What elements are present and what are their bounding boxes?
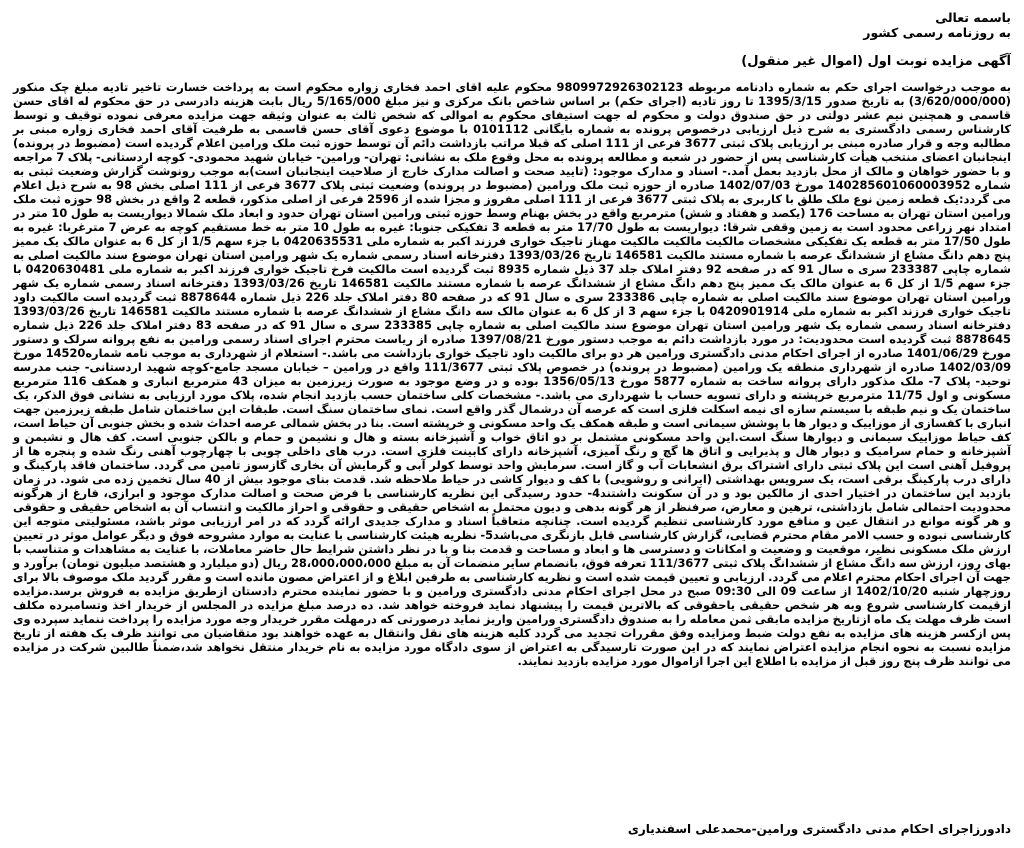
notice-title: آگهی مزایده نوبت اول (اموال غیر منقول) [741, 54, 1011, 69]
notice-body: به موجب درخواست اجرای حکم به شماره دادنامه مربوطه 9809972926302123 محکوم علیه اقای احمد فخاری زواره محکوم است به پرداخت خسارت تاخیر تادیه مبلغ چک منکور (3/620/000/000) به تاریخ صدور 1395/3/15 تا روز تادیه (اجرای حکم) بر اساس شاخص بانک مرکزی و نیز مبلغ 5/165/000 ریال بابت هزینه دادرسی در حق محکوم له اقای حسن قاسمی و همچنین نیم عشر دولتی در حق صندوق دولت و محکوم له جهت استیفای محکوم به اموالی که شخص ثالث به عنوان وثیقه جهت مزایده معرفی نموده توقیف و توسط کارشناس رسمی دادگستری به شرح ذیل ارزیابی درخصوص پرونده به شماره بایگانی 0101112 با موضوع دعوی آقای حسن قاسمی به طرفیت آقای احمد فخاری زواره مبنی بر مطالبه وجه و قرار صادره مبنی بر ارزیابی پلاک ثبتی 3677 فرعی از 111 اصلی که قبلا مراتب بازداشت دائم آن توسط حوزه ثبت ملک ورامین اعلام گردیده است (مضبوط در پرونده) اینجانبان اعضای منتخب هیأت کارشناسی پس از حضور در شعبه و مطالعه پرونده به محل وقوع ملک به نشانی: تهران- ورامین- خیابان شهید محمودی- کوچه اردستانی- پلاک 7 مراجعه و با حضور خواهان و مالک از محل بازدید بعمل آمد.- اسناد و مدارک موجود: (تایید صحت و اصالت مدارک خارج از صلاحیت اینجانبان است)به موجب رونوشت گزارش وضعیت ثبتی به شماره 140285601060003952 مورخ 1402/07/03 صادره از حوزه ثبت ملک ورامین (مضبوط در پرونده) وضعیت ثبتی پلاک 3677 فرعی از 111 اصلی بخش 98 به شرح ذیل اعلام می گردد:یک قطعه زمین نوع ملک طلق با کاربری به پلاک ثبتی 3677 فرعی از 111 اصلی مفروز و مجزا شده از 2596 فرعی از اصلی مذکور، قطعه 2 واقع در بخش 98 حوزه ثبت ملک ورامین استان تهران به مساحت 176 (یکصد و هفتاد و شش) مترمربع واقع در بخش بهنام وسط حوزه ثبتی ورامین استان تهران حدود و ابعاد ملک شمالا دیواریست به طول 10 متر در امتداد نهر زراعی محدود است به زمین وقفی شرقا: دیواریست به طول 17/70 متر به قطعه 3 تفکیکی جنوبا: غیره به طول 10 متر به خط مستقیم کوچه به عرض 7 مترغربا: غیره به طول 17/50 متر به قطعه یک تفکیکی مشخصات مالکیت مالکیت مالکیت مهناز تاجیک خواری فرزند اکبر به شماره ملی 0420635531 با جزء سهم 1/5 از کل 6 به عنوان مالک یک ممیز پنج دهم دانگ مشاع از ششدانگ عرصه با شماره مستند مالکیت 146581 تاریخ 1393/03/26 دفترخانه اسناد رسمی شماره یک شهر ورامین استان تهران موضوع سند مالکیت اصلی به شماره چاپی 233387 سری ه سال 91 که در صفحه 92 دفتر املاک جلد 37 ذیل شماره 8935 ثبت گردیده است مالکیت فرخ تاجیک خواری فرزند اکبر به شماره ملی 0420630481 با جزء سهم 1/5 از کل 6 به عنوان مالک یک ممیز پنج دهم دانگ مشاع از ششدانگ عرصه با شماره مستند مالکیت 146581 تاریخ 1393/03/26 دفترخانه اسناد رسمی شماره یک شهر ورامین استان تهران موضوع سند مالکیت اصلی به شماره چاپی 233386 سری ه سال 91 که در صفحه 80 دفتر املاک جلد 226 ذیل شماره 8878644 ثبت گردیده است مالکیت داود تاجیک خواری فرزند اکبر به شماره ملی 0420901914 با جزء سهم 3 از کل 6 به عنوان مالک سه دانگ مشاع از ششدانگ عرصه با شماره مستند مالکیت 146581 تاریخ 1393/03/26 دفترخانه اسناد رسمی شماره یک شهر ورامین استان تهران موضوع سند مالکیت اصلی به شماره چاپی 233385 سری ه سال 91 که در صفحه 83 دفتر املاک جلد 226 ذیل شماره 8878645 ثبت گردیده است محدودیت: در مورد بازداشت دائم به موجب دستور مورخ 1397/08/21 صادره از ریاست محترم اجرای اسناد رسمی ورامین به نفع پروانه سرلک و دستور مورخ 1401/06/29 صادره از اجرای احکام مدنی دادگستری ورامین هر دو برای مالکیت داود تاجیک خواری بازداشت می باشد.- استعلام از شهرداری به موجب نامه شماره14520 مورخ 1402/03/09 صادره از شهرداری منطقه یک ورامین (مضبوط در پرونده) در خصوص پلاک ثبتی 111/3677 واقع در ورامین – خیابان مسجد جامع-کوچه شهید اردستانی- جنب مدرسه توحید- پلاک 7- ملک مذکور دارای پروانه ساخت به شماره 5877 مورخ 1356/05/13 بوده و در وضع موجود به صورت زیرزمین به میزان 43 مترمربع انباری و همکف 116 مترمربع مسکونی و اول 11/75 مترمربع خرپشته و دارای تسویه حساب با شهرداری می باشد.- مشخصات کلی ساختمان حسب بازدید انجام شده، پلاک مورد ارزیابی به نشانی فوق الذکر، یک ساختمان یک و نیم طبقه با سیستم سازه ای نیمه اسکلت فلزی است که عرصه آن درشمال گذر واقع است. نمای ساختمان سنگ است. طبقات این ساختمان شامل طبقه زیرزمین جهت انباری با کفسازی از موزاییک و دیوار ها با پوشش سیمانی است و طبقه همکف یک واحد مسکونی و خرپشته است. بنا در بخش شمالی عرصه احداث شده و بخش جنوبی آن حیاط است، کف حیاط موزاییک سیمانی و دیوارها سنگ است.این واحد مسکونی مشتمل بر دو اتاق خواب و آشپزخانه بسته و هال و نشیمن و حمام و بالکن جنوبی است. کف هال و نشیمن و آشپزخانه و حمام سرامیک و دیوار هال و پذیرایی و اتاق ها گچ و رنگ آمیزی، آشپزخانه دارای کابینت فلزی است. درب های داخلی چوبی با چهارچوب آهنی رنگ شده و پنجره ها از پروفیل آهنی است این پلاک ثبتی دارای اشتراک برق انشعابات آب و گاز است. سرمایش واحد توسط کولر آبی و گرمایش آن بخاری گازسوز تامین می گردد. ساختمان فاقد پارکینگ و دارای درب پارکینگ برقی است، یک سرویس بهداشتی (ایرانی و روشویی) با کف و دیوار کاشی در حیاط ملاحظه شد. قدمت بنای موجود بیش از 40 سال تخمین زده می شود. در زمان بازدید این ساختمان در اختیار احدی از مالکین بود و در آن سکونت داشتند4- حدود رسیدگی این نظریه کارشناسی با فرض صحت و اصالت مدارک موجود و ابرازی، فارغ از هرگونه محدودیت احتمالی شامل بازداشتی، ترهین و معارض، صرفنظر از هر گونه بدهی و دیون محتمل به اشخاص حقیقی و حقوقی و احراز مالکیت و انتساب آن به اشخاص حقیقی و حقوقی و هر گونه موانع در انتقال عین و منافع مورد کارشناسی تنظیم گردیده است. چنانچه متعاقباً اسناد و مدارک جدیدی ارائه گردد که در امر ارزیابی موثر باشد، مسئولیتی متوجه این کارشناسی نبوده و حسب الامر مقام محترم قضایی، گزارش کارشناسی قابل بازنگری می‌باشد5- نظریه هیئت کارشناسی با عنایت به موارد مشروحه فوق و دیگر عوامل موثر در تعیین ارزش ملک مسکونی نظیر، موقعیت و وضعیت و امکانات و دسترسی ها و ابعاد و مساحت و قدمت بنا و با در نظر داشتن شرایط حال حاضر معاملات، با عنایت به مشاهدات و متناسب با بهای روز، ارزش سه دانگ مشاع از ششدانگ پلاک ثبتی 111/3677 تعرفه فوق، بانضمام سایر منضمات آن به مبلغ 28،000،000،000 ریال (دو میلیارد و هشتصد میلیون تومان) برآورد و جهت آن اجرای احکام محترم اعلام می گردد. ارزیابی و تعیین قیمت شده است و نظریه کارشناسی به طرفین ابلاغ و از اعتراض مصون مانده است و مقرر گردید ملک موصوف بالا برای روزچهار شنبه 1402/10/20 از ساعت 09 الی 09:30 صبح در محل اجرای احکام مدنی دادگستری ورامین و با حضور نماینده محترم دادستان ازطریق مزایده به فروش برسد.مزایده ازقیمت کارشناسی شروع وبه هر شخص حقیقی یاحقوقی که بالاترین قیمت را پیشنهاد نماید فروخته خواهد شد. ده درصد مبلغ مزایده در المجلس از خریدار اخذ وتسامبرده مکلف است ظرف مهلت یک ماه ازتاریخ مزایده مابقی ثمن معامله را به صندوق دادگستری ورامین واریز نماید درصورتی که درمهلت مقرر خریدار وجه مورد مزایده را پرداخت ننماید سپرده وی پس ازکسر هزینه های مزایده به نفع دولت ضبط ومزایده وفق مقررات تجدید می گردد کلیه هزینه های نقل وانتقال به عهده خواهند بود متقاضیان می توانند ظرف یک هفته از تاریخ مزایده نسبت به نحوه انجام مزایده اعتراض نمایند که در این صورت تارسیدگی به اعتراض از سوی دادگاه مورد مزایده به نام خریدار منتقل نخواهد شد،ضمناً طالبین شرکت در مزایده می توانند ظرف پنج روز قبل از مزایده با اطلاع این اجرا ازاموال مورد مزایده بازدید نمایند. [13, 80, 1012, 668]
signature: دادورزاجرای احکام مدنی دادگستری ورامین-محمدعلی اسفندیاری [627, 822, 1011, 836]
basmala: باسمه تعالی [935, 10, 1011, 25]
publication-name: به روزنامه رسمی کشور [863, 25, 1011, 40]
